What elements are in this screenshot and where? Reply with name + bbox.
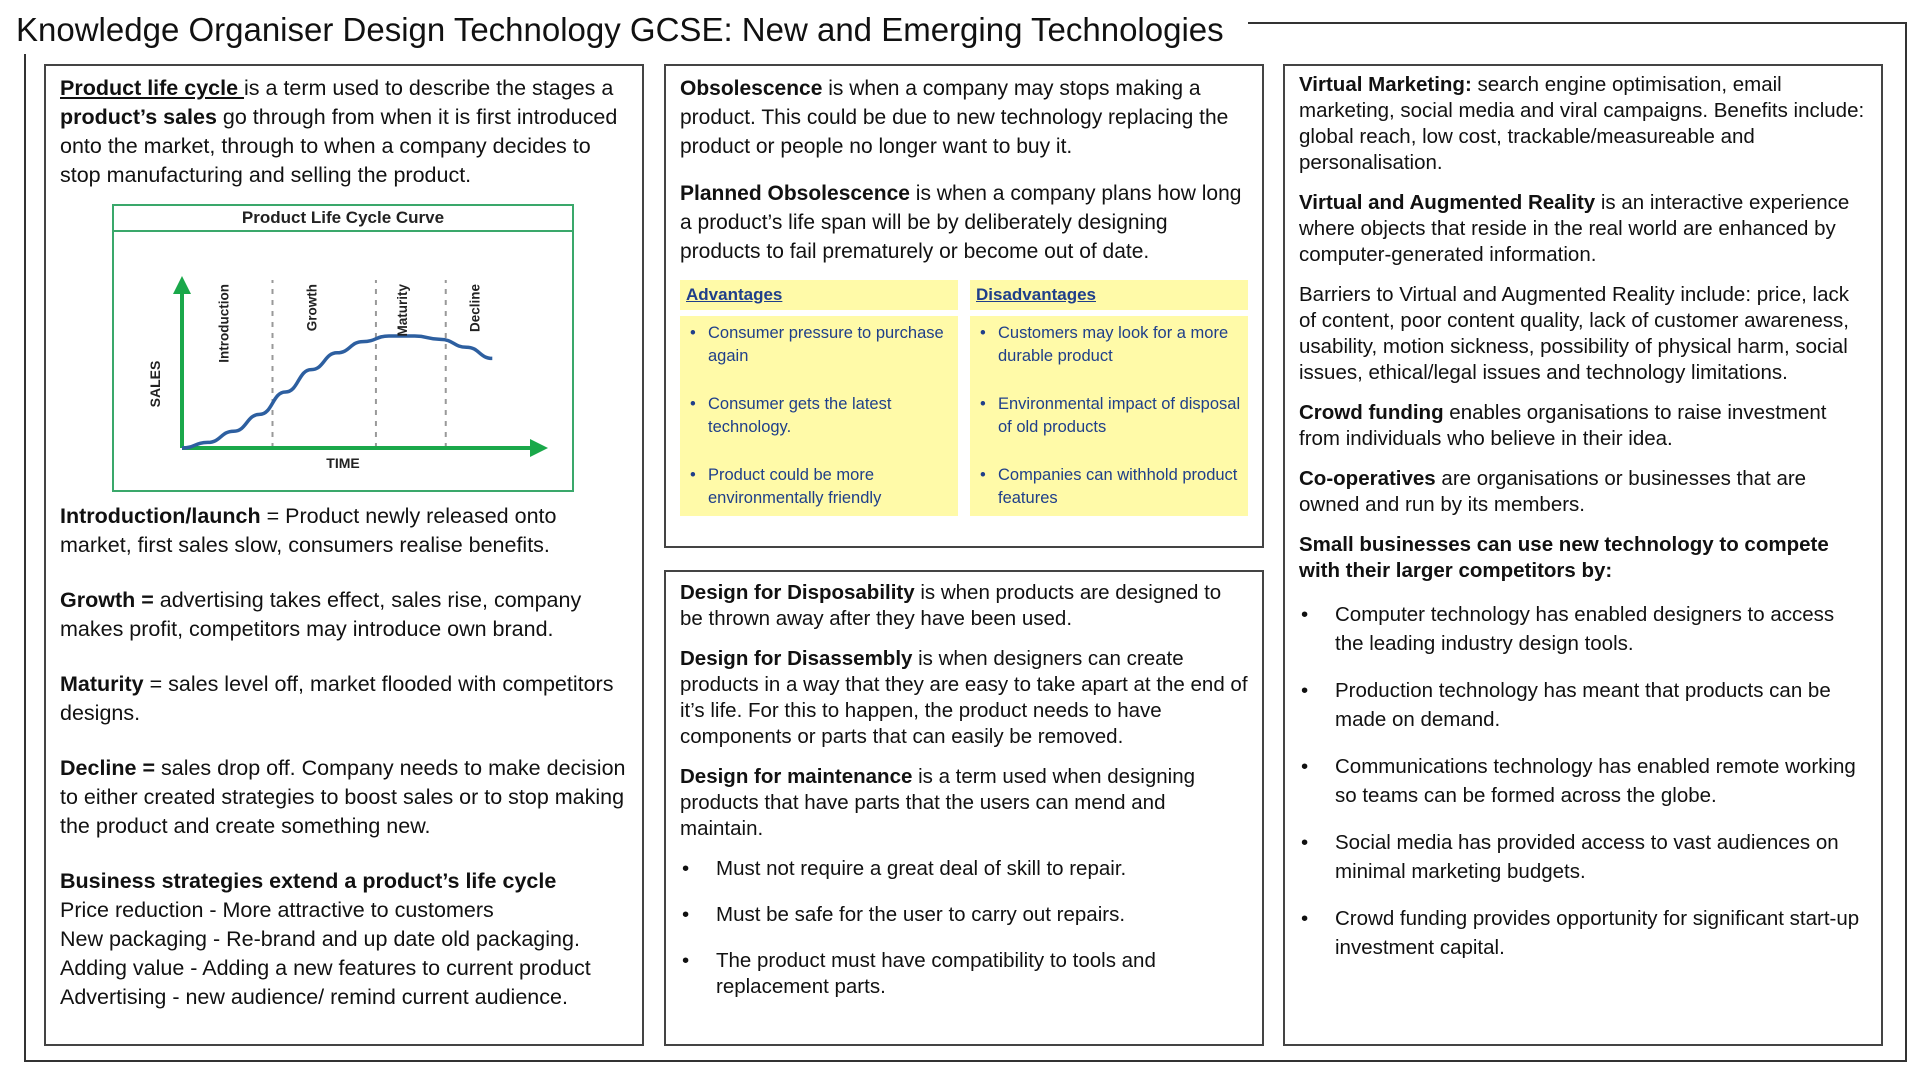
strategies-heading: Business strategies extend a product’s life cycle — [60, 869, 557, 893]
var-term: Virtual and Augmented Reality — [1299, 191, 1596, 214]
strategy-item: New packaging - Re-brand and up date old packaging. — [60, 927, 580, 951]
small-business-bullet: • Crowd funding provides opportunity for significant start-up investment capital. — [1299, 904, 1867, 962]
advantage-item: • Product could be more environmentally friendly — [688, 464, 952, 510]
y-axis-label: SALES — [147, 360, 163, 408]
crowd-funding-text: enables organisations to raise investment from individuals who believe in their idea. — [1299, 401, 1827, 450]
stage-text: sales drop off. Company needs to make decision to either created strategies to boost sales or to stop making the product and create something new. — [60, 756, 626, 838]
maintenance-bullets — [680, 856, 1248, 1000]
disadvantages-heading: Disadvantages — [970, 280, 1248, 316]
maintenance-bullet: • Must not require a great deal of skill to repair. — [680, 856, 1248, 882]
chart-title: Product Life Cycle Curve — [114, 206, 572, 232]
obsolescence-text: is when a company may stops making a product. This could be due to new technology replacing the product or people no longer want to buy it. — [680, 77, 1229, 158]
disadvantage-item: • Environmental impact of disposal of old products — [978, 393, 1242, 439]
planned-obsolescence-def — [680, 179, 1248, 266]
cooperatives-term: Co-operatives — [1299, 467, 1436, 490]
plc-term: Product life cycle — [60, 76, 245, 100]
plc-intro — [60, 74, 628, 190]
stage-term: Decline = — [60, 756, 156, 780]
stage-term: Growth = — [60, 588, 154, 612]
maintenance-bullet: • Must be safe for the user to carry out repairs. — [680, 902, 1248, 928]
small-business-bullet: • Social media has provided access to vast audiences on minimal marketing budgets. — [1299, 828, 1867, 886]
stage-decline — [60, 754, 628, 841]
small-business-heading: Small businesses can use new technology to compete with their larger competitors by: — [1299, 533, 1829, 582]
product-life-cycle-panel — [44, 64, 644, 1046]
small-business-bullet: • Production technology has meant that products can be made on demand. — [1299, 676, 1867, 734]
adv-disadv-table — [680, 280, 1248, 516]
advantage-item: • Consumer gets the latest technology. — [688, 393, 952, 439]
small-business-bullet: • Communications technology has enabled remote working so teams can be formed across the globe. — [1299, 752, 1867, 810]
var-def — [1299, 190, 1867, 268]
advantages-heading: Advantages — [680, 280, 958, 316]
x-axis-label: TIME — [326, 455, 360, 471]
x-axis-arrow — [530, 439, 548, 457]
stage-maturity — [60, 670, 628, 728]
disadvantage-item: • Customers may look for a more durable product — [978, 322, 1242, 368]
obsolescence-panel — [664, 64, 1264, 548]
cooperatives-text: are organisations or businesses that are owned and run by its members. — [1299, 467, 1807, 516]
phase-label: Decline — [467, 284, 483, 333]
cooperatives-def — [1299, 466, 1867, 518]
phase-label: Maturity — [394, 284, 410, 337]
plc-intro-text-b: go through from when it is first introduced onto the market, through to when a company decides to stop manufacturing and selling the product. — [60, 105, 618, 187]
disadvantages-column — [970, 280, 1248, 516]
strategy-item: Price reduction - More attractive to customers — [60, 898, 494, 922]
small-business-bullet: • Computer technology has enabled designers to access the leading industry design tools. — [1299, 600, 1867, 658]
advantages-column — [680, 280, 958, 516]
plc-chart-svg — [114, 232, 572, 490]
plc-chart — [112, 204, 574, 492]
phase-label: Growth — [304, 284, 320, 332]
page-title: Knowledge Organiser Design Technology GCSE: New and Emerging Technologies — [6, 6, 1248, 54]
strategy-item: Adding value - Adding a new features to current product — [60, 956, 591, 980]
stage-text: advertising takes effect, sales rise, company makes profit, competitors may introduce own brand. — [60, 588, 582, 641]
phase-label: Introduction — [216, 284, 232, 363]
stage-text: = Product newly released onto market, first sales slow, consumers realise benefits. — [60, 504, 557, 557]
stage-growth — [60, 586, 628, 644]
obsolescence-def — [680, 74, 1248, 161]
crowd-funding-term: Crowd funding — [1299, 401, 1444, 424]
virtual-marketing-def — [1299, 72, 1867, 176]
disassembly-term: Design for Disassembly — [680, 647, 913, 670]
disadvantage-item: • Companies can withhold product features — [978, 464, 1242, 510]
disposability-term: Design for Disposability — [680, 581, 915, 604]
stage-term: Introduction/launch — [60, 504, 261, 528]
stage-term: Maturity — [60, 672, 144, 696]
planned-obsolescence-text: is when a company plans how long a product’s life span will be by deliberately designing products to fail prematurely or become out of date. — [680, 182, 1242, 263]
maintenance-term: Design for maintenance — [680, 765, 913, 788]
maintenance-def — [680, 764, 1248, 842]
plc-intro-text-a: is a term used to describe the stages a — [244, 76, 614, 100]
strategy-item: Advertising - new audience/ remind current audience. — [60, 985, 568, 1009]
virtual-marketing-text: search engine optimisation, email marketing, social media and viral campaigns. Benefits include: global reach, low cost, trackable/measureable and personalisation. — [1299, 73, 1865, 174]
stage-text: = sales level off, market flooded with competitors designs. — [60, 672, 614, 725]
advantage-item: • Consumer pressure to purchase again — [688, 322, 952, 368]
var-text: is an interactive experience where objects that reside in the real world are enhanced by computer-generated information. — [1299, 191, 1850, 266]
small-business-bullets — [1299, 600, 1867, 962]
maintenance-text: is a term used when designing products that have parts that the users can mend and maintain. — [680, 765, 1195, 840]
disposability-def — [680, 580, 1248, 632]
disassembly-def — [680, 646, 1248, 750]
maintenance-bullet: • The product must have compatibility to tools and replacement parts. — [680, 948, 1248, 1000]
stage-introduction — [60, 502, 628, 560]
barriers-text: Barriers to Virtual and Augmented Reality include: price, lack of content, poor content quality, lack of customer awareness, usability, motion sickness, possibility of physical harm, social issues, ethical/legal issues and technology limitations. — [1299, 283, 1849, 384]
y-axis-arrow — [173, 276, 191, 294]
design-for-panel — [664, 570, 1264, 1046]
planned-obsolescence-term: Planned Obsolescence — [680, 182, 910, 205]
strategies-block — [60, 867, 628, 1012]
disposability-text: is when products are designed to be thrown away after they have been used. — [680, 581, 1222, 630]
virtual-marketing-term: Virtual Marketing: — [1299, 73, 1472, 96]
disassembly-text: is when designers can create products in a way that they are easy to take apart at the end of it’s life. For this to happen, the product needs to have components or parts that can easily be removed. — [680, 647, 1248, 748]
crowd-funding-def — [1299, 400, 1867, 452]
obsolescence-term: Obsolescence — [680, 77, 823, 100]
emerging-tech-panel — [1283, 64, 1883, 1046]
plc-intro-bold: product’s sales — [60, 105, 217, 129]
